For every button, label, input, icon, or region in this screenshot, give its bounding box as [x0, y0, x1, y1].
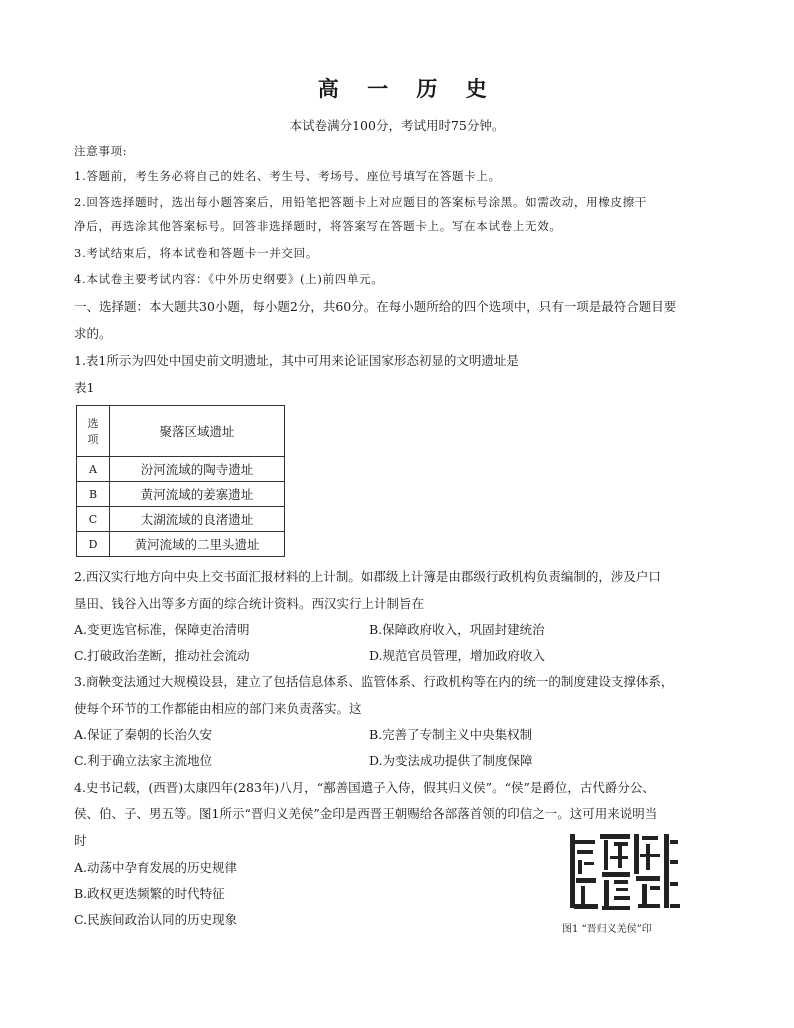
question-4-option: C.民族间政治认同的历史现象 [74, 912, 238, 927]
figure-caption: 图1 “晋归义羌侯”印 [562, 924, 652, 935]
question-2-stem: 2.西汉实行地方向中央上交书面汇报材料的上计制。如郡级上计簿是由郡级行政机构负责编制的，涉及户口 [74, 569, 661, 584]
option-cell: C [77, 507, 110, 532]
table-header-row [77, 406, 285, 457]
table-row [77, 507, 285, 532]
seal-impression-image [564, 826, 682, 916]
site-cell: 黄河流域的姜寨遗址 [110, 482, 285, 507]
section-intro: 一、选择题：本大题共30小题，每小题2分，共60分。在每小题所给的四个选项中，只有一项是最符合题目要 [74, 299, 677, 314]
option-header: 选 项 [77, 406, 110, 457]
option-cell: D [77, 532, 110, 557]
site-cell: 太湖流域的良渚遗址 [110, 507, 285, 532]
question-4-stem: 时 [74, 833, 87, 848]
question-3-option: D.为变法成功提供了制度保障 [369, 753, 533, 768]
notice-item: 净后，再选涂其他答案标号。回答非选择题时，将答案写在答题卡上。写在本试卷上无效。 [74, 219, 562, 233]
sites-table [76, 405, 285, 557]
question-4-option: A.动荡中孕育发展的历史规律 [74, 860, 238, 875]
question-4-stem: 4.史书记载，(西晋)太康四年(283年)八月，“鄯善国遣子入侍，假其归义侯”。“侯”是爵位，古代爵分公、 [74, 780, 655, 795]
site-cell: 黄河流域的二里头遗址 [110, 532, 285, 557]
question-2-option: A.变更选官标准，保障吏治清明 [74, 622, 250, 637]
option-cell: B [77, 482, 110, 507]
section-intro: 求的。 [74, 326, 112, 341]
question-1-stem: 1.表1所示为四处中国史前文明遗址，其中可用来论证国家形态初显的文明遗址是 [74, 353, 519, 368]
notice-item: 1.答题前，考生务必将自己的姓名、考生号、考场号、座位号填写在答题卡上。 [74, 169, 501, 183]
question-3-option: B.完善了专制主义中央集权制 [369, 727, 533, 742]
site-cell: 汾河流域的陶寺遗址 [110, 457, 285, 482]
table-row [77, 532, 285, 557]
table-row [77, 457, 285, 482]
question-3-option: A.保证了秦朝的长治久安 [74, 727, 213, 742]
table-label: 表1 [74, 380, 95, 395]
question-2-option: D.规范官员管理，增加政府收入 [369, 648, 546, 663]
question-2-option: C.打破政治垄断，推动社会流动 [74, 648, 250, 663]
question-2-stem: 垦田、钱谷入出等多方面的综合统计资料。西汉实行上计制旨在 [74, 596, 425, 611]
question-3-option: C.利于确立法家主流地位 [74, 753, 213, 768]
question-4-stem: 侯、伯、子、男五等。图1所示“晋归义羌侯”金印是西晋王朝赐给各部落首领的印信之一。这可用来说明当 [74, 806, 658, 821]
table-row [77, 482, 285, 507]
question-2-option: B.保障政府收入，巩固封建统治 [369, 622, 545, 637]
question-4-option: B.政权更迭频繁的时代特征 [74, 886, 225, 901]
question-3-stem: 3.商鞅变法通过大规模设县，建立了包括信息体系、监管体系、行政机构等在内的统一的制度建设支撑体系， [74, 674, 674, 689]
option-cell: A [77, 457, 110, 482]
notice-heading: 注意事项: [74, 144, 128, 158]
notice-item: 4.本试卷主要考试内容：《中外历史纲要》(上)前四单元。 [74, 272, 384, 286]
question-3-stem: 使每个环节的工作都能由相应的部门来负责落实。这 [74, 701, 362, 716]
exam-subtitle: 本试卷满分100分，考试用时75分钟。 [289, 118, 505, 133]
notice-item: 2.回答选择题时，选出每小题答案后，用铅笔把答题卡上对应题目的答案标号涂黑。如需改动，用橡皮擦干 [74, 195, 648, 209]
notice-item: 3.考试结束后，将本试卷和答题卡一并交回。 [74, 246, 318, 260]
page-title: 高 一 历 史 [317, 77, 498, 101]
site-header: 聚落区域遗址 [110, 406, 285, 457]
